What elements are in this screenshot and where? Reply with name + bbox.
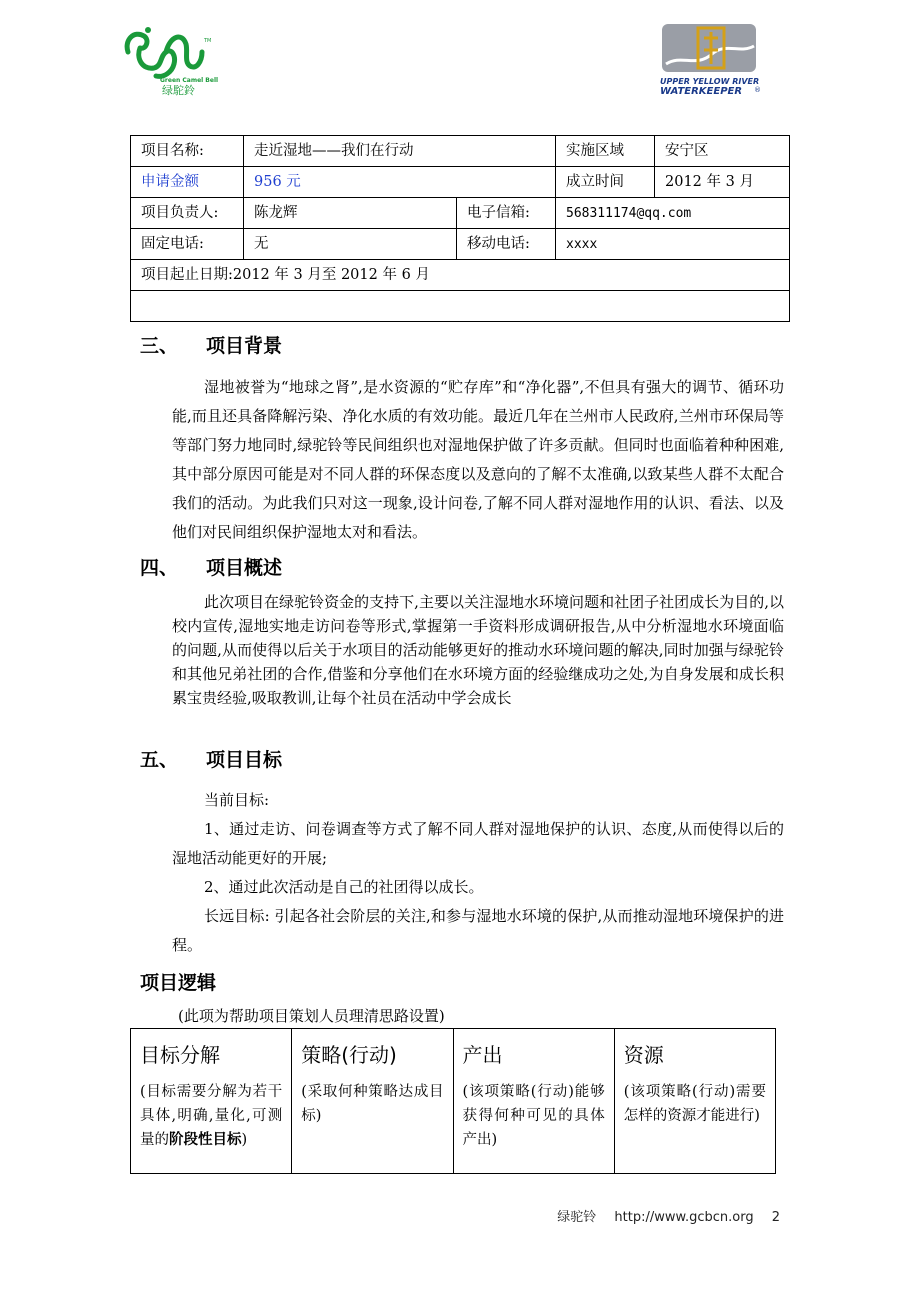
footer-url[interactable]: http://www.gcbcn.org bbox=[614, 1210, 754, 1225]
project-logic-table bbox=[130, 1028, 776, 1174]
logo-chinese-name: 绿駝鈴 bbox=[162, 84, 195, 97]
email-value: 568311174@qq.com bbox=[556, 198, 790, 229]
column-header: 目标分解 bbox=[140, 1043, 220, 1067]
leader-label: 项目负责人: bbox=[131, 198, 244, 229]
paragraph-text: 湿地被誉为“地球之肾”,是水资源的“贮存库”和“净化器”,不但具有强大的调节、循环功能,而且还具备降解污染、净化水质的有效功能。最近几年在兰州市人民政府,兰州市环保局等等部门努力地同时,绿驼铃等民间组织也对湿地保护做了许多贡献。但同时也面临着种种困难,其中部分原因可能是对不同人群的环保态度以及意向的了解不太准确,以致某些人群不太配合我们的活动。为此我们只对这一现象,设计问卷,了解不同人群对湿地作用的认识、看法、以及他们对民间组织保护湿地太对和看法。 bbox=[172, 378, 784, 541]
table-row bbox=[131, 260, 790, 291]
resource-cell bbox=[614, 1029, 775, 1174]
region-label: 实施区域 bbox=[556, 136, 655, 167]
project-period: 项目起止日期:2012 年 3 月至 2012 年 6 月 bbox=[131, 260, 790, 291]
waterkeeper-logo bbox=[656, 24, 768, 96]
strategy-cell bbox=[292, 1029, 453, 1174]
goal-item-1: 1、通过走访、问卷调查等方式了解不同人群对湿地保护的认识、态度,从而使得以后的湿地活动能更好的开展; bbox=[172, 820, 784, 867]
project-name-label: 项目名称: bbox=[131, 136, 244, 167]
paragraph-text: 此次项目在绿驼铃资金的支持下,主要以关注湿地水环境问题和社团子社团成长为目的,以校内宣传,湿地实地走访问卷等形式,掌握第一手资料形成调研报告,从中分析湿地水环境面临的问题,从而使得以后关于水项目的活动能够更好的推动水环境问题的解决,同时加强与绿驼铃和其他兄弟社团的合作,借鉴和分享他们在水环境方面的经验继成功之处,为自身发展和成长积累宝贵经验,吸取教训,让每个社员在活动中学会成长 bbox=[172, 593, 784, 707]
amount-value: 956 元 bbox=[244, 167, 556, 198]
registered-mark: ® bbox=[754, 86, 761, 94]
logic-note: (此项为帮助项目策划人员理清思路设置) bbox=[178, 1007, 445, 1025]
column-header: 资源 bbox=[623, 1043, 664, 1067]
phone-label: 固定电话: bbox=[131, 229, 244, 260]
column-description: (采取何种策略达成目标) bbox=[301, 1084, 444, 1124]
page-footer bbox=[557, 1206, 780, 1225]
email-label: 电子信箱: bbox=[457, 198, 556, 229]
current-goal-label: 当前目标: bbox=[204, 791, 270, 809]
table-row bbox=[131, 167, 790, 198]
founded-value: 2012 年 3 月 bbox=[655, 167, 790, 198]
phone-value: 无 bbox=[244, 229, 457, 260]
column-header: 策略(行动) bbox=[301, 1043, 397, 1067]
section-title: 项目背景 bbox=[206, 335, 283, 357]
description-text: (目标需要分解为若干具体,明确,量化,可测量的 bbox=[140, 1084, 283, 1148]
column-description: (该项策略(行动)需要怎样的资源才能进行) bbox=[623, 1084, 766, 1124]
column-header: 产出 bbox=[462, 1043, 503, 1067]
goal-breakdown-cell bbox=[131, 1029, 292, 1174]
section-title: 项目目标 bbox=[206, 749, 283, 771]
section-number: 五、 bbox=[140, 749, 179, 771]
table-row bbox=[131, 229, 790, 260]
description-text-end: ) bbox=[241, 1132, 248, 1148]
mobile-value: xxxx bbox=[556, 229, 790, 260]
long-term-goal: 长远目标: 引起各社会阶层的关注,和参与湿地水环境的保护,从而推动湿地环境保护的进程。 bbox=[172, 907, 784, 954]
section-heading-background bbox=[140, 331, 282, 358]
description-emphasis: 阶段性目标 bbox=[169, 1132, 242, 1148]
section-title: 项目概述 bbox=[206, 557, 283, 579]
page-number: 2 bbox=[771, 1210, 780, 1225]
section-heading-goals bbox=[140, 745, 282, 772]
amount-label: 申请金额 bbox=[131, 167, 244, 198]
logo-line-2: WATERKEEPER bbox=[660, 86, 743, 96]
green-camel-bell-logo bbox=[120, 22, 220, 98]
region-value: 安宁区 bbox=[655, 136, 790, 167]
project-info-table bbox=[130, 135, 790, 322]
empty-row bbox=[131, 291, 790, 322]
table-row bbox=[131, 1029, 776, 1174]
column-description: (该项策略(行动)能够获得何种可见的具体产出) bbox=[462, 1084, 605, 1148]
section-number: 四、 bbox=[140, 557, 179, 579]
background-paragraph bbox=[172, 373, 784, 547]
mobile-label: 移动电话: bbox=[457, 229, 556, 260]
output-cell bbox=[453, 1029, 614, 1174]
footer-org: 绿驼铃 bbox=[557, 1210, 597, 1225]
table-row bbox=[131, 198, 790, 229]
logo-english-name: Green Camel Bell bbox=[160, 77, 219, 84]
project-name-value: 走近湿地——我们在行动 bbox=[244, 136, 556, 167]
logic-title: 项目逻辑 bbox=[140, 972, 217, 994]
table-row bbox=[131, 136, 790, 167]
goals-paragraph bbox=[172, 786, 784, 960]
goal-item-2: 2、通过此次活动是自己的社团得以成长。 bbox=[204, 878, 484, 896]
table-row bbox=[131, 291, 790, 322]
section-heading-overview bbox=[140, 553, 282, 580]
logo-line-1: UPPER YELLOW RIVER bbox=[660, 77, 760, 86]
column-description bbox=[140, 1080, 282, 1152]
founded-label: 成立时间 bbox=[556, 167, 655, 198]
trademark-mark: TM bbox=[204, 38, 212, 44]
section-number: 三、 bbox=[140, 335, 179, 357]
overview-paragraph bbox=[172, 590, 784, 710]
leader-value: 陈龙辉 bbox=[244, 198, 457, 229]
